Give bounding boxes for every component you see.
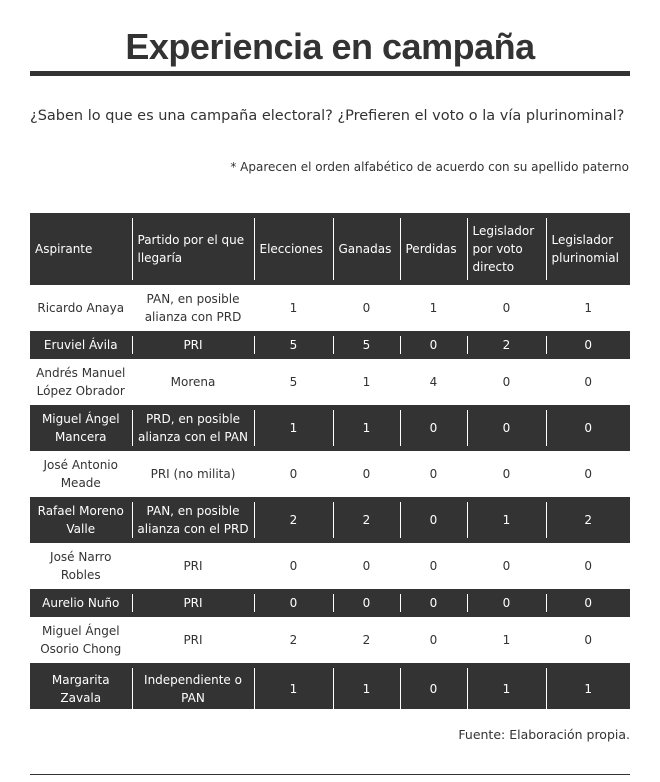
legislador-plurinomial-cell: 0 <box>546 589 630 617</box>
elecciones-cell: 0 <box>254 543 333 589</box>
page-title: Experiencia en campaña <box>125 26 535 67</box>
perdidas-cell: 4 <box>400 359 467 405</box>
partido-cell: PAN, en posible alianza con el PRD <box>132 497 254 543</box>
header-elecciones: Elecciones <box>254 213 333 285</box>
legislador-plurinomial-cell: 0 <box>546 331 630 359</box>
legislador-plurinomial-cell: 0 <box>546 617 630 663</box>
header-legislador-plurinomial: Legislador plurinomial <box>546 213 630 285</box>
ganadas-cell: 1 <box>333 663 400 709</box>
source-note: Fuente: Elaboración propia. <box>458 727 630 742</box>
ganadas-cell: 0 <box>333 543 400 589</box>
aspirante-cell: Eruviel Ávila <box>30 331 132 359</box>
legislador-plurinomial-cell: 0 <box>546 405 630 451</box>
bottom-divider <box>30 774 630 775</box>
aspirante-cell: Margarita Zavala <box>30 663 132 709</box>
legislador-plurinomial-cell: 1 <box>546 663 630 709</box>
aspirante-cell: Rafael Moreno Valle <box>30 497 132 543</box>
ganadas-cell: 5 <box>333 331 400 359</box>
partido-cell: PRI (no milita) <box>132 451 254 497</box>
aspirante-cell: Andrés Manuel López Obrador <box>30 359 132 405</box>
legislador-directo-cell: 0 <box>467 405 546 451</box>
table-row <box>30 497 630 543</box>
perdidas-cell: 0 <box>400 451 467 497</box>
title-divider <box>30 71 630 76</box>
elecciones-cell: 0 <box>254 589 333 617</box>
subtitle: ¿Saben lo que es una campaña electoral? ¿Prefieren el voto o la vía plurinominal? <box>30 108 625 124</box>
table-row <box>30 331 630 359</box>
table-row <box>30 405 630 451</box>
table-row <box>30 617 630 663</box>
legislador-plurinomial-cell: 0 <box>546 359 630 405</box>
table-row <box>30 451 630 497</box>
header-legislador-directo: Legislador por voto directo <box>467 213 546 285</box>
header-ganadas: Ganadas <box>333 213 400 285</box>
perdidas-cell: 0 <box>400 543 467 589</box>
table-row <box>30 359 630 405</box>
legislador-directo-cell: 0 <box>467 543 546 589</box>
partido-cell: Independiente o PAN <box>132 663 254 709</box>
legislador-plurinomial-cell: 0 <box>546 543 630 589</box>
table-row <box>30 663 630 709</box>
table-row <box>30 589 630 617</box>
legislador-directo-cell: 0 <box>467 451 546 497</box>
legislador-plurinomial-cell: 2 <box>546 497 630 543</box>
ganadas-cell: 2 <box>333 497 400 543</box>
partido-cell: PAN, en posible alianza con PRD <box>132 285 254 331</box>
legislador-plurinomial-cell: 0 <box>546 451 630 497</box>
legislador-directo-cell: 2 <box>467 331 546 359</box>
elecciones-cell: 5 <box>254 331 333 359</box>
aspirante-cell: Miguel Ángel Mancera <box>30 405 132 451</box>
ganadas-cell: 0 <box>333 451 400 497</box>
perdidas-cell: 0 <box>400 405 467 451</box>
elecciones-cell: 1 <box>254 405 333 451</box>
header-aspirante: Aspirante <box>30 213 132 285</box>
legislador-directo-cell: 0 <box>467 589 546 617</box>
table-header-row <box>30 213 630 285</box>
perdidas-cell: 0 <box>400 497 467 543</box>
perdidas-cell: 1 <box>400 285 467 331</box>
partido-cell: Morena <box>132 359 254 405</box>
ganadas-cell: 0 <box>333 589 400 617</box>
perdidas-cell: 0 <box>400 663 467 709</box>
ganadas-cell: 2 <box>333 617 400 663</box>
legislador-directo-cell: 1 <box>467 617 546 663</box>
legislador-directo-cell: 1 <box>467 497 546 543</box>
ganadas-cell: 1 <box>333 359 400 405</box>
elecciones-cell: 5 <box>254 359 333 405</box>
partido-cell: PRI <box>132 617 254 663</box>
perdidas-cell: 0 <box>400 331 467 359</box>
elecciones-cell: 2 <box>254 497 333 543</box>
elecciones-cell: 1 <box>254 285 333 331</box>
aspirante-cell: Aurelio Nuño <box>30 589 132 617</box>
header-perdidas: Perdidas <box>400 213 467 285</box>
legislador-directo-cell: 0 <box>467 285 546 331</box>
elecciones-cell: 0 <box>254 451 333 497</box>
header-partido: Partido por el que llegaría <box>132 213 254 285</box>
aspirante-cell: Miguel Ángel Osorio Chong <box>30 617 132 663</box>
aspirante-cell: José Antonio Meade <box>30 451 132 497</box>
legislador-directo-cell: 0 <box>467 359 546 405</box>
aspirante-cell: Ricardo Anaya <box>30 285 132 331</box>
partido-cell: PRI <box>132 331 254 359</box>
perdidas-cell: 0 <box>400 617 467 663</box>
candidates-table <box>30 208 630 709</box>
elecciones-cell: 1 <box>254 663 333 709</box>
ganadas-cell: 1 <box>333 405 400 451</box>
partido-cell: PRI <box>132 543 254 589</box>
legislador-plurinomial-cell: 1 <box>546 285 630 331</box>
elecciones-cell: 2 <box>254 617 333 663</box>
partido-cell: PRI <box>132 589 254 617</box>
table-row <box>30 543 630 589</box>
aspirante-cell: José Narro Robles <box>30 543 132 589</box>
ganadas-cell: 0 <box>333 285 400 331</box>
table-row <box>30 285 630 331</box>
legislador-directo-cell: 1 <box>467 663 546 709</box>
perdidas-cell: 0 <box>400 589 467 617</box>
ordering-note: * Aparecen el orden alfabético de acuerdo con su apellido paterno <box>230 160 629 174</box>
partido-cell: PRD, en posible alianza con el PAN <box>132 405 254 451</box>
